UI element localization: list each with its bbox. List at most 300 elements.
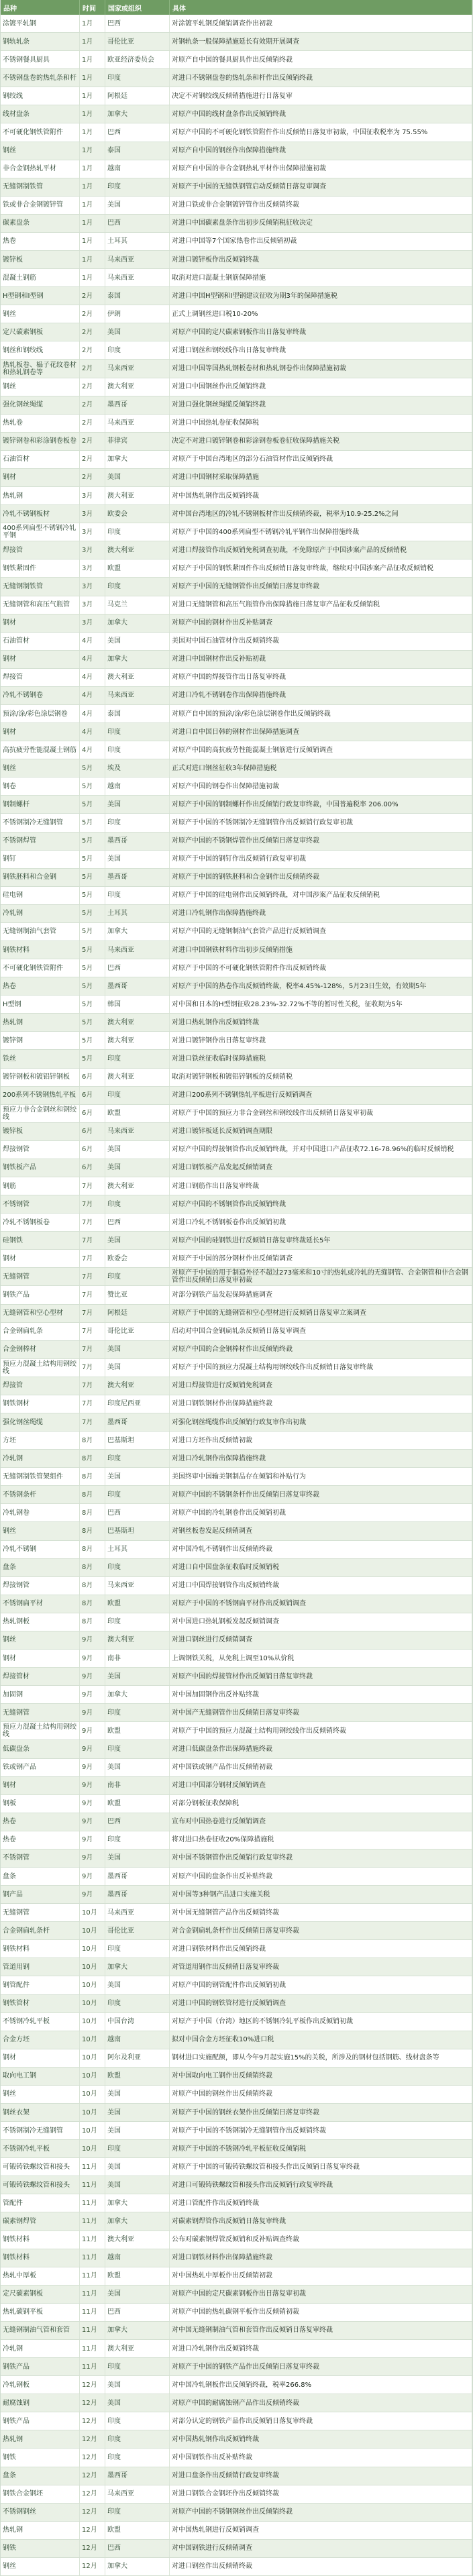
cell-details: 对中国钢铁进行反倾销调查 [170,2540,472,2557]
cell-details: 对部分认定的钢铁产品作出反倾销日落复审终裁 [170,2412,472,2430]
cell-details: 对原产于中国的400系列扁型不锈钢冷轧平钢作出保障措施终裁 [170,523,472,541]
cell-details: 对原产中国的钢丝作出反倾销终裁 [170,2086,472,2103]
cell-country: 印度 [105,814,170,831]
cell-country: 马来西亚 [105,1577,170,1595]
cell-product: 钢铁产品 [1,1286,80,1303]
cell-country: 美国 [105,2122,170,2139]
cell-time: 5月 [80,796,105,813]
table-row [1,1831,472,1849]
cell-time: 5月 [80,1050,105,1067]
cell-country: 巴西 [105,15,170,32]
table-row [1,1268,472,1286]
cell-time: 12月 [80,2430,105,2448]
table-row [1,2504,472,2522]
cell-time: 1月 [80,15,105,32]
cell-time: 9月 [80,1740,105,1758]
cell-country: 墨西哥 [105,2467,170,2485]
cell-country: 美国 [105,2394,170,2412]
table-row [1,269,472,287]
cell-product: 钢丝 [1,305,80,323]
table-row [1,1886,472,1904]
cell-country: 加拿大 [105,923,170,941]
cell-country: 哥伦比亚 [105,1922,170,1939]
cell-country: 加拿大 [105,2212,170,2230]
table-row [1,2522,472,2540]
cell-product: 钢制螺杆 [1,796,80,813]
cell-product: 钢铁产品 [1,2358,80,2375]
cell-time: 10月 [80,2068,105,2085]
table-row [1,1105,472,1123]
cell-time: 12月 [80,2540,105,2557]
cell-product: 钢铁合金钢坯 [1,2485,80,2503]
cell-details: 对中国不锈钢管作出反倾销行政复审终裁 [170,1849,472,1867]
cell-product: 热轧卷 [1,415,80,432]
cell-product: 热轧碳钢平板 [1,2304,80,2321]
table-row [1,1704,472,1722]
cell-product: 石油管材 [1,633,80,650]
table-row [1,2485,472,2504]
cell-country: 美国 [105,323,170,341]
cell-country: 印度 [105,2412,170,2430]
cell-details: 对进口镀锌板延长反倾销调查期限 [170,1123,472,1140]
cell-details: 对进口不锈钢盘卷的热轧条和杆作出反倾销终裁 [170,69,472,87]
cell-details: 对中国热轧钢作出反倾销终裁 [170,487,472,504]
cell-product: 焊接管 [1,669,80,686]
cell-details: 对原产中国的定尺碳素钢板作出日落复审初裁 [170,2286,472,2303]
cell-country: 马来西亚 [105,2485,170,2503]
cell-time: 12月 [80,2522,105,2539]
table-row [1,1123,472,1141]
cell-product: 钢丝和钢绞线 [1,341,80,359]
cell-country: 欧盟 [105,1595,170,1613]
cell-details: 对中国产无缝钢管作出反倾销日落复审终裁 [170,1704,472,1721]
cell-time: 11月 [80,2194,105,2212]
table-row [1,323,472,341]
cell-product: 400系列扁型不锈钢冷轧平钢 [1,523,80,541]
cell-product: 镀锌板 [1,251,80,268]
cell-country: 印度 [105,1486,170,1503]
table-row [1,705,472,723]
cell-country: 巴基斯坦 [105,1432,170,1449]
cell-time: 12月 [80,2449,105,2466]
cell-product: 耐腐蚀钢 [1,2394,80,2412]
cell-product: 焊接管材 [1,1668,80,1685]
cell-product: 钢铁材料 [1,1940,80,1957]
table-row [1,51,472,69]
cell-country: 墨西哥 [105,1868,170,1885]
cell-country: 赞比亚 [105,1286,170,1303]
table-row [1,1904,472,1922]
table-row [1,1050,472,1068]
cell-details: 对原产中国的焊接管作出日落复审终裁 [170,669,472,686]
cell-time: 3月 [80,578,105,595]
cell-product: 钢铁材料 [1,941,80,959]
cell-product: 热轧钢板 [1,1613,80,1631]
cell-product: 不锈钢冷轧平板 [1,2140,80,2157]
table-row [1,578,472,596]
cell-details: 对合金钢扁轧条杆作出反倾销日落复审终裁 [170,1922,472,1939]
cell-details: 对原产中国的冷轧钢卷作出反倾销初裁 [170,1504,472,1521]
cell-time: 9月 [80,1831,105,1849]
cell-product: 冷轧钢 [1,1450,80,1467]
cell-country: 加拿大 [105,1958,170,1976]
cell-details: 正式对进口钢丝征收3年保障措施税 [170,759,472,777]
table-row [1,1686,472,1704]
table-row [1,1341,472,1359]
cell-details: 对中国冷轧不锈钢作出反倾销终裁 [170,1541,472,1558]
cell-country: 澳大利亚 [105,1014,170,1031]
cell-country: 欧盟 [105,2068,170,2085]
cell-product: 高抗疲劳性能混凝土钢筋 [1,741,80,759]
cell-country: 印度 [105,2430,170,2448]
table-row [1,1014,472,1032]
table-row [1,2176,472,2194]
cell-details: 对中国热轧钢进行反倾销调查 [170,2522,472,2539]
cell-details: 对原产于中国的钢钉作出反倾销行政复审初裁 [170,851,472,868]
cell-details: 对原产于中国的钢丝衣架作出反倾销日落复审终裁 [170,2104,472,2121]
table-row [1,197,472,215]
cell-product: 钢板 [1,1795,80,1813]
cell-details: 美国对中国石油管材作出反倾销终裁 [170,633,472,650]
cell-product: 碳素钢焊管 [1,2212,80,2230]
cell-time: 10月 [80,2031,105,2049]
table-row [1,1631,472,1650]
cell-time: 5月 [80,996,105,1013]
cell-country: 美国 [105,1359,170,1377]
cell-details: 对中国钢铁作出反补贴终裁 [170,2449,472,2466]
cell-time: 9月 [80,1777,105,1794]
cell-time: 9月 [80,1650,105,1667]
cell-time: 7月 [80,1214,105,1231]
cell-product: 钢铁板产品 [1,1159,80,1177]
table-row [1,1432,472,1450]
cell-country: 南非 [105,1777,170,1794]
cell-time: 1月 [80,269,105,286]
cell-product: 合金方坯 [1,2031,80,2049]
cell-product: 无缝钢管和空心型材 [1,1305,80,1322]
cell-time: 8月 [80,1613,105,1631]
cell-country: 美国 [105,1849,170,1867]
cell-details: 对原产中国的钢管配件作出反倾销初裁 [170,1976,472,1994]
cell-time: 6月 [80,1141,105,1159]
cell-product: 无缝钢管 [1,1268,80,1285]
cell-details: 拟对中国合金方坯征收10%进口税 [170,2031,472,2049]
cell-product: 铁丝 [1,1050,80,1067]
cell-time: 9月 [80,1868,105,1885]
cell-country: 欧盟 [105,2522,170,2539]
cell-country: 巴西 [105,1813,170,1831]
cell-details: 对中国进口热轧钢板发起反倾销调查 [170,1613,472,1631]
table-row [1,1250,472,1268]
cell-details: 对进口钢铁板产品发起反倾销调查 [170,1159,472,1177]
cell-product: 无缝钢管和高压气瓶管 [1,596,80,614]
cell-time: 10月 [80,2086,105,2103]
cell-country: 美国 [105,2376,170,2394]
table-row [1,651,472,669]
cell-details: 对原产于中国的不可硬化钢铁管附件作出反倾销终裁 [170,959,472,977]
table-row [1,777,472,796]
cell-product: 镀锌钢板和镀铝锌钢板 [1,1069,80,1086]
cell-time: 1月 [80,33,105,50]
header-product: 品种 [1,0,80,15]
cell-details: 对原产于中国的不锈钢扁平材作出反倾销调查 [170,1595,472,1613]
cell-country: 巴西 [105,1214,170,1231]
cell-product: 无缝钢制铁管架组件 [1,1468,80,1485]
table-row [1,723,472,741]
cell-time: 11月 [80,2322,105,2339]
cell-product: 200系列不锈钢热轧平板 [1,1087,80,1104]
table-row [1,433,472,451]
cell-time: 5月 [80,777,105,795]
cell-details: 将对进口热卷征收20%保障措施税 [170,1831,472,1849]
cell-country: 泰国 [105,705,170,722]
cell-country: 澳大利亚 [105,1177,170,1195]
table-row [1,1069,472,1087]
cell-product: 不锈钢管 [1,1849,80,1867]
cell-country: 马来西亚 [105,415,170,432]
cell-country: 韩国 [105,996,170,1013]
cell-details: 对中国冷轧钢板作出反倾销终裁，税率266.8% [170,2376,472,2394]
table-row [1,2467,472,2485]
table-row [1,869,472,887]
cell-product: 钢铁紧固件 [1,559,80,577]
table-row [1,1777,472,1795]
cell-details: 对原产自中国的预涂/涂/彩色涂层钢卷作出反倾销终裁 [170,705,472,722]
cell-details: 对原产中国的合金钢棒材作出反倾销终裁 [170,1341,472,1358]
cell-details: 对中国热轧钢作出反倾销终裁 [170,2430,472,2448]
cell-product: 无缝钢制铁管 [1,578,80,595]
cell-product: 钢材 [1,1650,80,1667]
cell-details: 对进口中国等7个国家热卷作出反倾销初裁 [170,233,472,250]
cell-country: 印度 [105,178,170,196]
cell-time: 9月 [80,1668,105,1685]
cell-country: 美国 [105,197,170,214]
cell-details: 对进口中国钢材作出反补贴初裁 [170,651,472,668]
cell-details: 对原产于中国的预应力混凝土结构用钢绞线作出反倾销日落复审终裁 [170,1359,472,1377]
cell-time: 1月 [80,105,105,123]
cell-product: 镀锌钢卷和彩涂钢卷板卷 [1,433,80,450]
table-row [1,251,472,269]
cell-product: 定尺碳素钢板 [1,323,80,341]
cell-details: 对管道用钢作出反倾销日落复审终裁 [170,1958,472,1976]
table-row [1,1922,472,1940]
cell-time: 8月 [80,1450,105,1467]
cell-time: 7月 [80,1286,105,1303]
table-row [1,33,472,51]
cell-product: 线材盘条 [1,105,80,123]
cell-country: 马来西亚 [105,1904,170,1921]
cell-product: 加固钢 [1,1686,80,1703]
cell-details: 对进口镀锌板作出反倾销终裁 [170,251,472,268]
cell-product: 强化钢丝绳缆 [1,1413,80,1431]
cell-country: 巴西 [105,215,170,232]
cell-time: 8月 [80,1541,105,1558]
cell-product: 钢产品 [1,1886,80,1903]
cell-product: 混凝土钢筋 [1,269,80,286]
cell-details: 对原产于中国的不锈钢冷轧平板征收反倾销税 [170,2140,472,2157]
cell-country: 加拿大 [105,614,170,632]
cell-time: 4月 [80,651,105,668]
cell-time: 10月 [80,2122,105,2139]
table-row [1,396,472,415]
cell-country: 澳大利亚 [105,669,170,686]
table-row [1,1559,472,1577]
cell-time: 3月 [80,559,105,577]
cell-details: 对进口钢铁钢材作出保障措施终裁 [170,1395,472,1413]
cell-time: 4月 [80,705,105,722]
cell-time: 10月 [80,1976,105,1994]
cell-time: 5月 [80,941,105,959]
cell-product: H型钢 [1,996,80,1013]
cell-country: 澳大利亚 [105,541,170,559]
cell-product: 钢铁材料 [1,2231,80,2249]
cell-time: 12月 [80,2394,105,2412]
cell-country: 美国 [105,2176,170,2194]
cell-time: 2月 [80,341,105,359]
cell-product: 石油管材 [1,451,80,468]
cell-details: 对中国等3种钢产品进口实施关税 [170,1886,472,1903]
table-row [1,215,472,233]
cell-time: 1月 [80,142,105,160]
table-row [1,2540,472,2558]
cell-time: 4月 [80,723,105,741]
cell-details: 对进口镀锌钢作出日落复审终裁 [170,1032,472,1049]
cell-product: 取向电工钢 [1,2068,80,2085]
cell-time: 6月 [80,1069,105,1086]
cell-product: 不锈钢条杆 [1,1486,80,1503]
cell-details: 对原产于中国的热卷作出反倾销终裁，税率4.45%-128%，5月23日生效，有效期5年 [170,977,472,995]
table-row [1,469,472,487]
cell-product: 合金钢扁轧条杆 [1,1922,80,1939]
cell-country: 欧盟 [105,1722,170,1739]
cell-country: 澳大利亚 [105,1631,170,1649]
cell-country: 美国 [105,2158,170,2176]
cell-product: 钢筋 [1,1177,80,1195]
cell-details: 对中国无缝钢管产品作出反倾销终裁 [170,1904,472,1921]
table-row [1,1214,472,1232]
cell-details: 对进口铁或非合金钢镀锌管作出反倾销终裁 [170,197,472,214]
cell-time: 10月 [80,2140,105,2157]
cell-country: 阿根廷 [105,87,170,105]
cell-country: 印度 [105,723,170,741]
cell-time: 2月 [80,378,105,396]
cell-time: 12月 [80,2558,105,2575]
table-row [1,759,472,777]
cell-time: 12月 [80,2376,105,2394]
cell-time: 4月 [80,669,105,686]
cell-time: 5月 [80,923,105,941]
cell-time: 1月 [80,51,105,68]
cell-country: 墨西哥 [105,833,170,850]
cell-country: 埃及 [105,759,170,777]
cell-country: 中国台湾 [105,2013,170,2031]
table-row [1,614,472,633]
cell-time: 3月 [80,523,105,541]
cell-product: 热轧钢 [1,2522,80,2539]
table-row [1,287,472,305]
cell-time: 7月 [80,1268,105,1285]
cell-details: 对原产于中国的预应力混凝土结构用钢绞线作出反倾销终裁 [170,1722,472,1739]
cell-time: 5月 [80,869,105,886]
cell-time: 9月 [80,1849,105,1867]
cell-country: 印度 [105,69,170,87]
cell-time: 7月 [80,1341,105,1358]
table-row [1,2304,472,2322]
cell-product: 合金钢棒材 [1,1341,80,1358]
cell-details: 对原产中国的不锈钢条杆作出反倾销日落复审终裁 [170,1486,472,1503]
cell-country: 印度 [105,578,170,595]
cell-details: 对原产中国的焊接管材作出反倾销日落复审终裁 [170,1668,472,1685]
cell-product: 涂镀平轧钢 [1,15,80,32]
cell-country: 加拿大 [105,451,170,468]
cell-product: 不锈钢制冷无缝钢管 [1,814,80,831]
table-row [1,2140,472,2158]
cell-time: 1月 [80,251,105,268]
cell-time: 7月 [80,1195,105,1213]
cell-product: 不锈钢制冷无缝钢管 [1,2122,80,2139]
table-row [1,2558,472,2576]
cell-time: 9月 [80,1722,105,1739]
cell-product: 钢材 [1,1250,80,1267]
cell-details: 对钢丝板卷发起反倾销调查 [170,1522,472,1540]
cell-country: 欧委会 [105,1250,170,1267]
cell-time: 4月 [80,687,105,704]
cell-product: 热轧板卷、榀子花纹卷材和热轧钢卷等 [1,360,80,377]
cell-country: 美国 [105,1759,170,1776]
cell-country: 泰国 [105,142,170,160]
cell-details: 对进口中国部分钢材反倾销调查 [170,1777,472,1794]
table-row [1,959,472,977]
cell-product: 无缝钢制油气管和套管 [1,2322,80,2339]
cell-time: 3月 [80,505,105,523]
table-row [1,1668,472,1686]
table-row [1,2412,472,2430]
cell-details: 对中国热轧中厚板作出反倾销初裁 [170,2267,472,2285]
cell-time: 11月 [80,2158,105,2176]
cell-country: 印度尼西亚 [105,1395,170,1413]
cell-product: 钢铁 [1,2449,80,2466]
cell-product: 钢材 [1,723,80,741]
cell-country: 印度 [105,341,170,359]
cell-product: 预应力非合金钢丝和钢绞线 [1,1105,80,1122]
cell-product: 热卷 [1,233,80,250]
cell-product: 钢铁钢材 [1,1395,80,1413]
cell-time: 5月 [80,887,105,904]
cell-country: 巴西 [105,959,170,977]
cell-country: 马来西亚 [105,269,170,286]
table-row [1,1541,472,1559]
cell-time: 7月 [80,1305,105,1322]
table-row [1,1159,472,1177]
cell-country: 美国 [105,2104,170,2121]
cell-time: 5月 [80,814,105,831]
table-row [1,1813,472,1831]
cell-product: 钢铁胚料和合金钢 [1,869,80,886]
cell-country: 土耳其 [105,905,170,922]
cell-product: 热卷 [1,1831,80,1849]
cell-product: 钢丝 [1,142,80,160]
cell-time: 7月 [80,1395,105,1413]
cell-time: 1月 [80,123,105,141]
cell-time: 9月 [80,1795,105,1813]
table-row [1,1413,472,1432]
cell-time: 11月 [80,2358,105,2375]
cell-country: 墨西哥 [105,396,170,414]
cell-product: 钢材 [1,2049,80,2067]
cell-details: 对原产中国的不可硬化钢铁管附件作出反倾销日落复审初裁，中国征收税率为 75.55% [170,123,472,141]
cell-details: 对进口焊接管作出反倾销免税调查初裁，不免除原产于中国涉案产品的反倾销税 [170,541,472,559]
cell-details: 决定不对进口镀锌钢卷和彩涂钢卷板卷征收保障措施关税 [170,433,472,450]
